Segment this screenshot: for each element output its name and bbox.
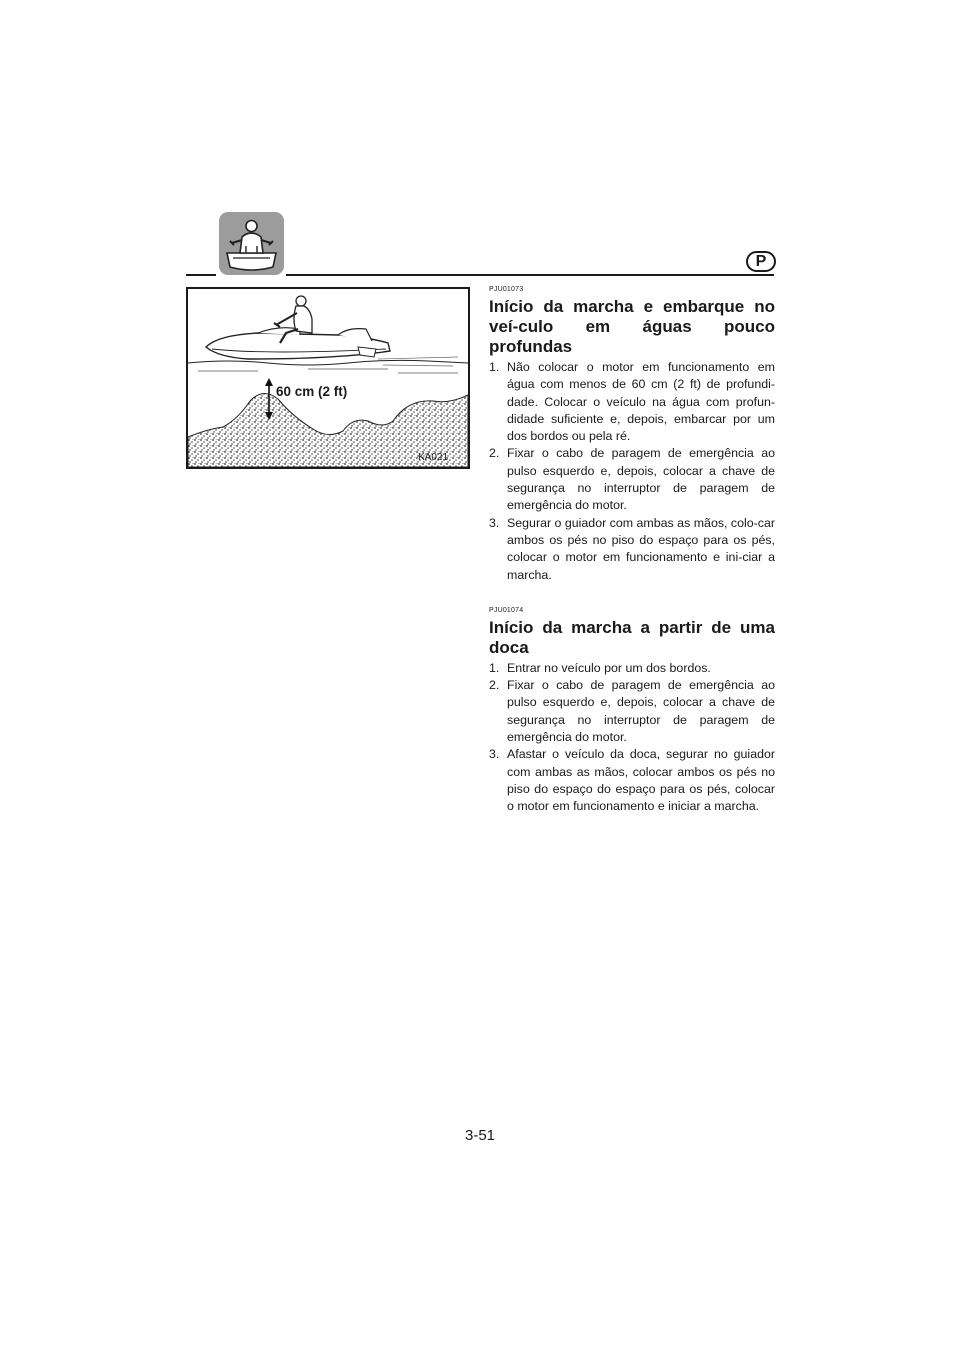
section-shallow-water [489,286,775,584]
section-dock-start [489,607,775,816]
step-item [489,746,775,815]
step-text: Afastar o veículo da doca, segurar no guiador com ambas as mãos, colocar ambos os pés no piso do espaço do espaço para os pés, colocar o motor em funcionamento e iniciar a marcha. [507,747,775,814]
step-text: Não colocar o motor em funcionamento em água com menos de 60 cm (2 ft) de profundi-dade. Colocar o veículo na água com profun-didade suficiente e, depois, embarcar por um dos bordos ou pela ré. [507,360,775,444]
figure-code: KA021 [418,452,449,463]
depth-label: 60 cm (2 ft) [276,384,348,399]
step-number: 3. [489,515,500,530]
step-text: Fixar o cabo de paragem de emergência ao pulso esquerdo e, depois, colocar a chave de segurança no interruptor de paragem de emergência do motor. [507,446,775,513]
main-content [489,286,775,816]
section-code: PJU01073 [489,286,524,293]
step-list [489,359,775,584]
section-code: PJU01074 [489,606,524,614]
step-number: 2. [489,446,500,461]
step-number: 2. [489,678,500,693]
step-item [489,445,775,514]
header-rule-left [186,274,216,276]
section-title: Início da marcha a partir de uma doca [489,617,775,657]
step-number: 3. [489,747,500,762]
step-number: 1. [489,360,500,374]
step-item [489,677,775,746]
step-item [489,660,775,677]
step-text: Entrar no veículo por um dos bordos. [507,660,711,675]
step-text: Fixar o cabo de paragem de emergência ao pulso esquerdo e, depois, colocar a chave de segurança no interruptor de paragem de emergência do motor. [507,678,775,745]
page-number: 3-51 [464,1127,496,1144]
step-list [489,660,775,816]
section-spacer [489,584,775,607]
step-item [489,359,775,445]
step-item [489,515,775,584]
section-title: Início da marcha e embarque no veí-culo em águas pouco profundas [489,297,775,356]
jet-ski-rider-icon [219,212,284,275]
header-rule-right [286,274,774,276]
shallow-water-figure [186,287,470,469]
step-text: Segurar o guiador com ambas as mãos, colo-car ambos os pés no piso do espaço para os pés, colocar o motor em funcionamento e ini-ciar a marcha. [507,515,775,582]
language-badge: P [746,251,776,272]
step-number: 1. [489,660,500,675]
